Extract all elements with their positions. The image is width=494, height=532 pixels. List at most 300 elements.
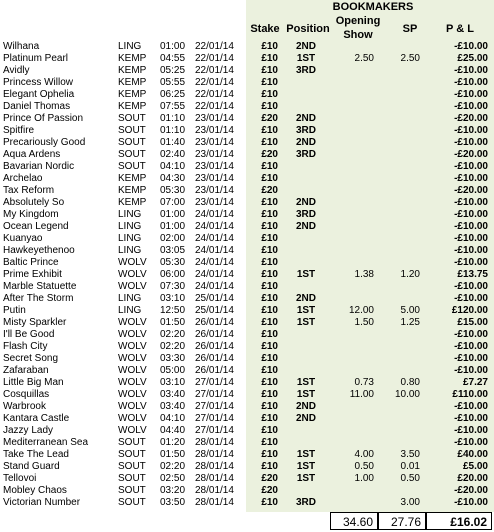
total-sp-cell[interactable]: 27.76 — [378, 512, 426, 530]
time-cell[interactable]: 03:20 — [160, 485, 186, 496]
table-row[interactable] — [0, 173, 494, 185]
date-cell[interactable]: 27/01/14 — [195, 389, 234, 400]
total-opening-show-cell[interactable]: 34.60 — [330, 512, 378, 530]
date-cell[interactable]: 25/01/14 — [195, 305, 234, 316]
date-cell[interactable]: 25/01/14 — [195, 293, 234, 304]
table-row[interactable] — [0, 233, 494, 245]
pl-cell[interactable]: -£10.00 — [454, 413, 488, 424]
horse-name-cell[interactable]: Wilhana — [3, 41, 40, 52]
time-cell[interactable]: 03:40 — [160, 389, 186, 400]
date-cell[interactable]: 23/01/14 — [195, 113, 234, 124]
position-cell[interactable]: 1ST — [296, 305, 316, 316]
table-row[interactable] — [0, 485, 494, 497]
course-cell[interactable]: SOUT — [118, 497, 146, 508]
position-cell[interactable]: 2ND — [295, 41, 316, 52]
date-cell[interactable]: 22/01/14 — [195, 101, 234, 112]
course-cell[interactable]: LING — [118, 245, 142, 256]
stake-cell[interactable]: £10 — [261, 101, 278, 112]
date-cell[interactable]: 28/01/14 — [195, 437, 234, 448]
table-row[interactable] — [0, 353, 494, 365]
position-cell[interactable]: 3RD — [295, 209, 316, 220]
date-cell[interactable]: 24/01/14 — [195, 221, 234, 232]
time-cell[interactable]: 01:20 — [160, 437, 186, 448]
date-cell[interactable]: 28/01/14 — [195, 461, 234, 472]
pl-cell[interactable]: -£10.00 — [454, 137, 488, 148]
sp-cell[interactable]: 2.50 — [400, 53, 420, 64]
table-row[interactable] — [0, 389, 494, 401]
date-cell[interactable]: 24/01/14 — [195, 233, 234, 244]
pl-cell[interactable]: -£10.00 — [454, 341, 488, 352]
position-cell[interactable]: 3RD — [295, 149, 316, 160]
pl-cell[interactable]: -£10.00 — [454, 209, 488, 220]
table-row[interactable] — [0, 65, 494, 77]
table-row[interactable] — [0, 281, 494, 293]
date-cell[interactable]: 27/01/14 — [195, 425, 234, 436]
stake-cell[interactable]: £10 — [261, 497, 278, 508]
stake-cell[interactable]: £10 — [261, 89, 278, 100]
horse-name-cell[interactable]: Putin — [3, 305, 26, 316]
horse-name-cell[interactable]: Hawkeyethenoo — [3, 245, 75, 256]
date-cell[interactable]: 26/01/14 — [195, 341, 234, 352]
date-cell[interactable]: 22/01/14 — [195, 53, 234, 64]
date-cell[interactable]: 28/01/14 — [195, 473, 234, 484]
course-cell[interactable]: WOLV — [118, 341, 147, 352]
course-cell[interactable]: SOUT — [118, 485, 146, 496]
stake-cell[interactable]: £10 — [261, 401, 278, 412]
pl-cell[interactable]: -£10.00 — [454, 161, 488, 172]
date-cell[interactable]: 27/01/14 — [195, 401, 234, 412]
table-row[interactable] — [0, 209, 494, 221]
stake-cell[interactable]: £20 — [261, 113, 278, 124]
pl-cell[interactable]: -£10.00 — [454, 89, 488, 100]
date-cell[interactable]: 22/01/14 — [195, 41, 234, 52]
position-cell[interactable]: 2ND — [295, 221, 316, 232]
position-cell[interactable]: 2ND — [295, 113, 316, 124]
pl-cell[interactable]: -£10.00 — [454, 257, 488, 268]
time-cell[interactable]: 04:10 — [160, 161, 186, 172]
time-cell[interactable]: 03:30 — [160, 353, 186, 364]
horse-name-cell[interactable]: Take The Lead — [3, 449, 69, 460]
date-cell[interactable]: 28/01/14 — [195, 485, 234, 496]
pl-cell[interactable]: £5.00 — [462, 461, 488, 472]
course-cell[interactable]: KEMP — [118, 53, 147, 64]
date-cell[interactable]: 26/01/14 — [195, 329, 234, 340]
stake-cell[interactable]: £10 — [261, 245, 278, 256]
pl-cell[interactable]: -£10.00 — [454, 401, 488, 412]
horse-name-cell[interactable]: Elegant Ophelia — [3, 89, 75, 100]
position-cell[interactable]: 1ST — [296, 473, 316, 484]
stake-cell[interactable]: £10 — [261, 65, 278, 76]
horse-name-cell[interactable]: Kuanyao — [3, 233, 43, 244]
stake-cell[interactable]: £10 — [261, 449, 278, 460]
pl-cell[interactable]: £110.00 — [452, 389, 488, 400]
pl-cell[interactable]: -£10.00 — [454, 497, 488, 508]
time-cell[interactable]: 01:00 — [160, 41, 186, 52]
horse-name-cell[interactable]: Mobley Chaos — [3, 485, 67, 496]
stake-cell[interactable]: £10 — [261, 125, 278, 136]
horse-name-cell[interactable]: Spitfire — [3, 125, 35, 136]
position-cell[interactable]: 1ST — [296, 53, 316, 64]
course-cell[interactable]: WOLV — [118, 377, 147, 388]
course-cell[interactable]: WOLV — [118, 401, 147, 412]
horse-name-cell[interactable]: Prince Of Passion — [3, 113, 84, 124]
stake-cell[interactable]: £20 — [261, 185, 278, 196]
position-cell[interactable]: 2ND — [295, 137, 316, 148]
horse-name-cell[interactable]: Baltic Prince — [3, 257, 59, 268]
time-cell[interactable]: 01:40 — [160, 137, 186, 148]
course-cell[interactable]: SOUT — [118, 437, 146, 448]
table-row[interactable] — [0, 197, 494, 209]
course-cell[interactable]: LING — [118, 293, 142, 304]
stake-cell[interactable]: £10 — [261, 413, 278, 424]
course-cell[interactable]: WOLV — [118, 257, 147, 268]
date-cell[interactable]: 24/01/14 — [195, 209, 234, 220]
time-cell[interactable]: 01:00 — [160, 221, 186, 232]
sp-cell[interactable]: 3.50 — [400, 449, 420, 460]
date-cell[interactable]: 24/01/14 — [195, 269, 234, 280]
date-cell[interactable]: 27/01/14 — [195, 377, 234, 388]
table-row[interactable] — [0, 221, 494, 233]
horse-name-cell[interactable]: Avidly — [3, 65, 30, 76]
pl-cell[interactable]: -£10.00 — [454, 221, 488, 232]
pl-cell[interactable]: £40.00 — [457, 449, 488, 460]
horse-name-cell[interactable]: My Kingdom — [3, 209, 59, 220]
time-cell[interactable]: 04:40 — [160, 425, 186, 436]
date-cell[interactable]: 22/01/14 — [195, 65, 234, 76]
opening-show-cell[interactable]: 0.50 — [354, 461, 374, 472]
date-cell[interactable]: 23/01/14 — [195, 149, 234, 160]
pl-cell[interactable]: £15.00 — [457, 317, 488, 328]
pl-cell[interactable]: -£10.00 — [454, 293, 488, 304]
horse-name-cell[interactable]: Stand Guard — [3, 461, 60, 472]
horse-name-cell[interactable]: Prime Exhibit — [3, 269, 62, 280]
stake-cell[interactable]: £10 — [261, 341, 278, 352]
opening-show-cell[interactable]: 4.00 — [354, 449, 374, 460]
stake-cell[interactable]: £10 — [261, 233, 278, 244]
horse-name-cell[interactable]: Precariously Good — [3, 137, 86, 148]
position-cell[interactable]: 3RD — [295, 497, 316, 508]
pl-cell[interactable]: £7.27 — [462, 377, 488, 388]
time-cell[interactable]: 04:30 — [160, 173, 186, 184]
time-cell[interactable]: 01:50 — [160, 317, 186, 328]
time-cell[interactable]: 12:50 — [160, 305, 186, 316]
course-cell[interactable]: WOLV — [118, 353, 147, 364]
time-cell[interactable]: 07:00 — [160, 197, 186, 208]
time-cell[interactable]: 02:20 — [160, 341, 186, 352]
date-cell[interactable]: 24/01/14 — [195, 245, 234, 256]
opening-show-cell[interactable]: 1.50 — [354, 317, 374, 328]
horse-name-cell[interactable]: Princess Willow — [3, 77, 74, 88]
pl-cell[interactable]: -£10.00 — [454, 437, 488, 448]
time-cell[interactable]: 01:10 — [160, 113, 186, 124]
date-cell[interactable]: 28/01/14 — [195, 497, 234, 508]
time-cell[interactable]: 05:00 — [160, 365, 186, 376]
stake-cell[interactable]: £10 — [261, 137, 278, 148]
date-cell[interactable]: 23/01/14 — [195, 137, 234, 148]
horse-name-cell[interactable]: Daniel Thomas — [3, 101, 71, 112]
time-cell[interactable]: 02:20 — [160, 461, 186, 472]
pl-cell[interactable]: -£20.00 — [454, 113, 488, 124]
time-cell[interactable]: 01:00 — [160, 209, 186, 220]
stake-cell[interactable]: £10 — [261, 53, 278, 64]
total-pl-cell[interactable]: £16.02 — [426, 512, 492, 530]
position-cell[interactable]: 2ND — [295, 413, 316, 424]
stake-cell[interactable]: £10 — [261, 389, 278, 400]
position-cell[interactable]: 1ST — [296, 461, 316, 472]
course-cell[interactable]: WOLV — [118, 389, 147, 400]
course-cell[interactable]: KEMP — [118, 89, 147, 100]
time-cell[interactable]: 04:10 — [160, 413, 186, 424]
course-cell[interactable]: KEMP — [118, 65, 147, 76]
stake-cell[interactable]: £10 — [261, 293, 278, 304]
opening-show-cell[interactable]: 11.00 — [349, 389, 374, 400]
pl-cell[interactable]: £13.75 — [457, 269, 488, 280]
opening-show-cell[interactable]: 1.38 — [354, 269, 374, 280]
course-cell[interactable]: KEMP — [118, 197, 147, 208]
time-cell[interactable]: 03:50 — [160, 497, 186, 508]
date-cell[interactable]: 22/01/14 — [195, 89, 234, 100]
stake-cell[interactable]: £10 — [261, 173, 278, 184]
course-cell[interactable]: KEMP — [118, 101, 147, 112]
sp-cell[interactable]: 0.80 — [400, 377, 420, 388]
stake-cell[interactable]: £10 — [261, 365, 278, 376]
course-cell[interactable]: SOUT — [118, 161, 146, 172]
stake-cell[interactable]: £10 — [261, 305, 278, 316]
pl-cell[interactable]: -£10.00 — [454, 101, 488, 112]
opening-show-cell[interactable]: 0.73 — [354, 377, 374, 388]
course-cell[interactable]: WOLV — [118, 269, 147, 280]
table-row[interactable] — [0, 53, 494, 65]
position-cell[interactable]: 1ST — [296, 269, 316, 280]
sp-cell[interactable]: 1.20 — [400, 269, 420, 280]
time-cell[interactable]: 07:30 — [160, 281, 186, 292]
time-cell[interactable]: 03:40 — [160, 401, 186, 412]
horse-name-cell[interactable]: Jazzy Lady — [3, 425, 54, 436]
stake-cell[interactable]: £10 — [261, 317, 278, 328]
pl-cell[interactable]: -£10.00 — [454, 173, 488, 184]
pl-cell[interactable]: £20.00 — [457, 473, 488, 484]
table-row[interactable] — [0, 89, 494, 101]
horse-name-cell[interactable]: Aqua Ardens — [3, 149, 61, 160]
position-cell[interactable]: 1ST — [296, 389, 316, 400]
table-row[interactable] — [0, 149, 494, 161]
table-row[interactable] — [0, 425, 494, 437]
opening-show-cell[interactable]: 2.50 — [354, 53, 374, 64]
stake-cell[interactable]: £10 — [261, 257, 278, 268]
course-cell[interactable]: SOUT — [118, 461, 146, 472]
time-cell[interactable]: 06:00 — [160, 269, 186, 280]
horse-name-cell[interactable]: Platinum Pearl — [3, 53, 69, 64]
date-cell[interactable]: 23/01/14 — [195, 161, 234, 172]
pl-cell[interactable]: -£10.00 — [454, 125, 488, 136]
horse-name-cell[interactable]: Flash City — [3, 341, 48, 352]
table-row[interactable] — [0, 269, 494, 281]
time-cell[interactable]: 03:10 — [160, 377, 186, 388]
table-row[interactable] — [0, 473, 494, 485]
horse-name-cell[interactable]: After The Storm — [3, 293, 74, 304]
pl-cell[interactable]: -£10.00 — [454, 425, 488, 436]
stake-cell[interactable]: £10 — [261, 41, 278, 52]
position-cell[interactable]: 1ST — [296, 317, 316, 328]
course-cell[interactable]: WOLV — [118, 281, 147, 292]
time-cell[interactable]: 01:10 — [160, 125, 186, 136]
course-cell[interactable]: KEMP — [118, 185, 147, 196]
horse-name-cell[interactable]: I'll Be Good — [3, 329, 55, 340]
table-row[interactable] — [0, 185, 494, 197]
stake-cell[interactable]: £20 — [261, 485, 278, 496]
course-cell[interactable]: LING — [118, 221, 142, 232]
course-cell[interactable]: SOUT — [118, 149, 146, 160]
course-cell[interactable]: WOLV — [118, 365, 147, 376]
stake-cell[interactable]: £10 — [261, 209, 278, 220]
pl-cell[interactable]: -£20.00 — [454, 149, 488, 160]
table-row[interactable] — [0, 413, 494, 425]
table-row[interactable] — [0, 317, 494, 329]
stake-cell[interactable]: £10 — [261, 461, 278, 472]
horse-name-cell[interactable]: Mediterranean Sea — [3, 437, 89, 448]
stake-cell[interactable]: £20 — [261, 149, 278, 160]
course-cell[interactable]: KEMP — [118, 77, 147, 88]
table-row[interactable] — [0, 365, 494, 377]
opening-show-cell[interactable]: 12.00 — [348, 305, 374, 316]
date-cell[interactable]: 26/01/14 — [195, 317, 234, 328]
position-cell[interactable]: 1ST — [296, 377, 316, 388]
horse-name-cell[interactable]: Tellovoi — [3, 473, 37, 484]
stake-cell[interactable]: £10 — [261, 269, 278, 280]
stake-cell[interactable]: £10 — [261, 161, 278, 172]
time-cell[interactable]: 05:30 — [160, 257, 186, 268]
course-cell[interactable]: SOUT — [118, 113, 146, 124]
time-cell[interactable]: 02:50 — [160, 473, 186, 484]
table-row[interactable] — [0, 401, 494, 413]
time-cell[interactable]: 03:05 — [160, 245, 186, 256]
date-cell[interactable]: 23/01/14 — [195, 197, 234, 208]
time-cell[interactable]: 02:00 — [160, 233, 186, 244]
pl-cell[interactable]: -£10.00 — [454, 197, 488, 208]
time-cell[interactable]: 05:30 — [160, 185, 186, 196]
table-row[interactable] — [0, 41, 494, 53]
course-cell[interactable]: KEMP — [118, 173, 147, 184]
stake-cell[interactable]: £10 — [261, 281, 278, 292]
table-row[interactable] — [0, 341, 494, 353]
stake-cell[interactable]: £10 — [261, 353, 278, 364]
table-row[interactable] — [0, 497, 494, 509]
course-cell[interactable]: SOUT — [118, 449, 146, 460]
position-cell[interactable]: 3RD — [295, 65, 316, 76]
stake-cell[interactable]: £10 — [261, 377, 278, 388]
horse-name-cell[interactable]: Zafaraban — [3, 365, 49, 376]
course-cell[interactable]: LING — [118, 233, 142, 244]
course-cell[interactable]: WOLV — [118, 413, 147, 424]
horse-name-cell[interactable]: Kantara Castle — [3, 413, 70, 424]
sp-cell[interactable]: 5.00 — [400, 305, 420, 316]
time-cell[interactable]: 06:25 — [160, 89, 186, 100]
time-cell[interactable]: 02:40 — [160, 149, 186, 160]
horse-name-cell[interactable]: Bavarian Nordic — [3, 161, 75, 172]
horse-name-cell[interactable]: Marble Statuette — [3, 281, 77, 292]
course-cell[interactable]: SOUT — [118, 125, 146, 136]
pl-cell[interactable]: -£10.00 — [454, 233, 488, 244]
table-row[interactable] — [0, 245, 494, 257]
table-row[interactable] — [0, 305, 494, 317]
date-cell[interactable]: 23/01/14 — [195, 185, 234, 196]
pl-cell[interactable]: -£10.00 — [454, 41, 488, 52]
date-cell[interactable]: 23/01/14 — [195, 173, 234, 184]
stake-cell[interactable]: £20 — [261, 473, 278, 484]
position-cell[interactable]: 3RD — [295, 125, 316, 136]
pl-cell[interactable]: -£20.00 — [454, 485, 488, 496]
sp-cell[interactable]: 10.00 — [394, 389, 420, 400]
pl-cell[interactable]: -£10.00 — [454, 329, 488, 340]
stake-cell[interactable]: £10 — [261, 329, 278, 340]
date-cell[interactable]: 24/01/14 — [195, 257, 234, 268]
table-row[interactable] — [0, 461, 494, 473]
horse-name-cell[interactable]: Tax Reform — [3, 185, 55, 196]
pl-cell[interactable]: -£10.00 — [454, 65, 488, 76]
course-cell[interactable]: WOLV — [118, 329, 147, 340]
date-cell[interactable]: 28/01/14 — [195, 449, 234, 460]
pl-cell[interactable]: -£10.00 — [454, 281, 488, 292]
table-row[interactable] — [0, 77, 494, 89]
pl-cell[interactable]: -£10.00 — [454, 365, 488, 376]
table-row[interactable] — [0, 161, 494, 173]
position-cell[interactable]: 2ND — [295, 401, 316, 412]
course-cell[interactable]: WOLV — [118, 425, 147, 436]
date-cell[interactable]: 26/01/14 — [195, 365, 234, 376]
time-cell[interactable]: 05:55 — [160, 77, 186, 88]
horse-name-cell[interactable]: Victorian Number — [3, 497, 81, 508]
horse-name-cell[interactable]: Warbrook — [3, 401, 46, 412]
stake-cell[interactable]: £10 — [261, 437, 278, 448]
course-cell[interactable]: LING — [118, 209, 142, 220]
pl-cell[interactable]: -£10.00 — [454, 353, 488, 364]
table-row[interactable] — [0, 293, 494, 305]
horse-name-cell[interactable]: Archelao — [3, 173, 43, 184]
stake-cell[interactable]: £10 — [261, 77, 278, 88]
table-row[interactable] — [0, 257, 494, 269]
table-row[interactable] — [0, 437, 494, 449]
date-cell[interactable]: 26/01/14 — [195, 353, 234, 364]
pl-cell[interactable]: -£10.00 — [454, 77, 488, 88]
date-cell[interactable]: 24/01/14 — [195, 281, 234, 292]
time-cell[interactable]: 05:25 — [160, 65, 186, 76]
horse-name-cell[interactable]: Ocean Legend — [3, 221, 69, 232]
horse-name-cell[interactable]: Misty Sparkler — [3, 317, 67, 328]
sp-cell[interactable]: 3.00 — [400, 497, 420, 508]
horse-name-cell[interactable]: Cosquillas — [3, 389, 50, 400]
time-cell[interactable]: 07:55 — [160, 101, 186, 112]
time-cell[interactable]: 02:20 — [160, 329, 186, 340]
date-cell[interactable]: 22/01/14 — [195, 77, 234, 88]
date-cell[interactable]: 23/01/14 — [195, 125, 234, 136]
table-row[interactable] — [0, 101, 494, 113]
table-row[interactable] — [0, 329, 494, 341]
pl-cell[interactable]: £25.00 — [457, 53, 488, 64]
stake-cell[interactable]: £10 — [261, 425, 278, 436]
pl-cell[interactable]: -£20.00 — [454, 185, 488, 196]
course-cell[interactable]: SOUT — [118, 137, 146, 148]
table-row[interactable] — [0, 113, 494, 125]
table-row[interactable] — [0, 125, 494, 137]
position-cell[interactable]: 1ST — [296, 449, 316, 460]
table-row[interactable] — [0, 449, 494, 461]
table-row[interactable] — [0, 377, 494, 389]
horse-name-cell[interactable]: Absolutely So — [3, 197, 65, 208]
time-cell[interactable]: 01:50 — [160, 449, 186, 460]
sp-cell[interactable]: 0.01 — [400, 461, 420, 472]
time-cell[interactable]: 04:55 — [160, 53, 186, 64]
course-cell[interactable]: SOUT — [118, 473, 146, 484]
